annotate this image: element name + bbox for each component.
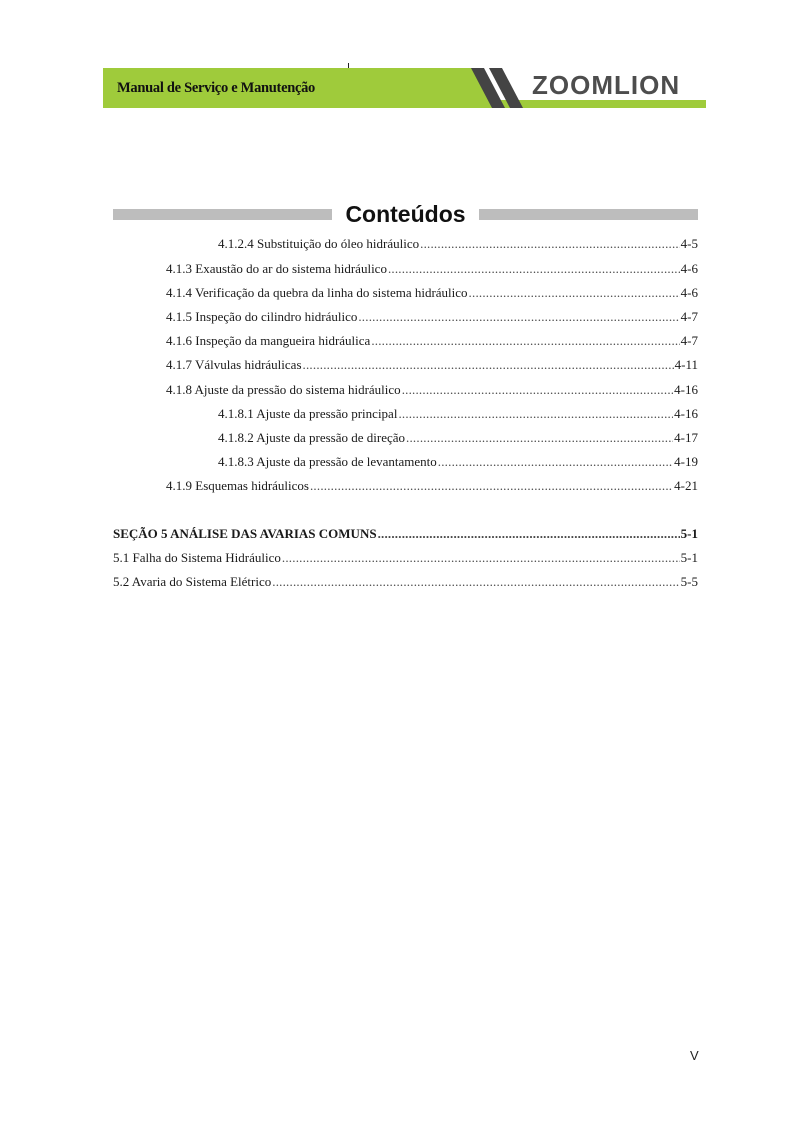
toc-entry-text: 5.2 Avaria do Sistema Elétrico bbox=[113, 574, 272, 589]
toc-entry-text: 4.1.5 Inspeção do cilindro hidráulico bbox=[166, 309, 358, 324]
toc-entry-page: 4-6 bbox=[680, 285, 698, 300]
dot-leader bbox=[310, 478, 673, 494]
toc-entry-text: 4.1.2.4 Substituição do óleo hidráulico bbox=[218, 236, 420, 251]
toc-entry-page: 5-1 bbox=[680, 550, 698, 565]
toc-heading bbox=[113, 200, 698, 228]
toc-entry-page: 4-16 bbox=[674, 406, 698, 421]
toc-entry[interactable] bbox=[218, 406, 698, 422]
toc-entry-text: 4.1.6 Inspeção da mangueira hidráulica bbox=[166, 333, 371, 348]
toc-entry-text: 4.1.8.2 Ajuste da pressão de direção bbox=[218, 430, 406, 445]
toc-entry-text: 4.1.3 Exaustão do ar do sistema hidráulico bbox=[166, 261, 387, 276]
toc-entry[interactable] bbox=[166, 478, 698, 494]
dot-leader bbox=[282, 550, 680, 566]
toc-entry-text: 4.1.8.1 Ajuste da pressão principal bbox=[218, 406, 398, 421]
toc-entry[interactable] bbox=[218, 430, 698, 446]
toc-entry-text: 4.1.9 Esquemas hidráulicos bbox=[166, 478, 309, 493]
dot-leader bbox=[469, 285, 680, 301]
dot-leader bbox=[388, 261, 680, 277]
dot-leader bbox=[358, 309, 679, 325]
brand-logo: ZOOMLION bbox=[532, 70, 681, 100]
toc-entry[interactable] bbox=[166, 357, 698, 373]
toc-entry-page: 4-7 bbox=[680, 333, 698, 348]
toc-entry[interactable] bbox=[113, 550, 698, 566]
toc-entry-page: 4-5 bbox=[680, 236, 698, 251]
toc-entry-page: 4-7 bbox=[680, 309, 698, 324]
heading-rule-left bbox=[113, 209, 332, 220]
dot-leader bbox=[420, 236, 680, 252]
toc-entry-text: SEÇÃO 5 ANÁLISE DAS AVARIAS COMUNS bbox=[113, 526, 377, 541]
dot-leader bbox=[438, 454, 673, 470]
dot-leader bbox=[402, 382, 673, 398]
dot-leader bbox=[406, 430, 673, 446]
toc-entry[interactable] bbox=[166, 285, 698, 301]
page-header bbox=[103, 68, 706, 108]
toc-entry-text: 5.1 Falha do Sistema Hidráulico bbox=[113, 550, 281, 565]
toc-entry-text: 4.1.8 Ajuste da pressão do sistema hidráulico bbox=[166, 382, 401, 397]
toc-entry-page: 5-1 bbox=[680, 526, 698, 541]
toc-entry-text: 4.1.8.3 Ajuste da pressão de levantamento bbox=[218, 454, 437, 469]
toc-entry-text: 4.1.7 Válvulas hidráulicas bbox=[166, 357, 302, 372]
toc-entry-page: 4-19 bbox=[674, 454, 698, 469]
dot-leader bbox=[371, 333, 679, 349]
heading-rule-right bbox=[479, 209, 698, 220]
toc-entry[interactable] bbox=[166, 261, 698, 277]
toc-entry-text: 4.1.4 Verificação da quebra da linha do sistema hidráulico bbox=[166, 285, 468, 300]
toc-entry[interactable] bbox=[218, 236, 698, 252]
toc-entry[interactable] bbox=[166, 382, 698, 398]
toc-entry-page: 4-16 bbox=[674, 382, 698, 397]
dot-leader bbox=[303, 357, 674, 373]
manual-title: Manual de Serviço e Manutenção bbox=[117, 80, 316, 96]
toc-entry-page: 4-6 bbox=[680, 261, 698, 276]
dot-leader bbox=[378, 526, 680, 542]
toc-entry[interactable] bbox=[166, 309, 698, 325]
toc-title: Conteúdos bbox=[345, 201, 466, 227]
toc-entry-page: 4-11 bbox=[674, 357, 698, 372]
page-number: V bbox=[690, 1048, 699, 1063]
toc-entry[interactable] bbox=[113, 574, 698, 590]
toc-entry-page: 5-5 bbox=[680, 574, 698, 589]
toc-entry-page: 4-17 bbox=[674, 430, 698, 445]
toc-entry[interactable] bbox=[218, 454, 698, 470]
toc-entry-page: 4-21 bbox=[674, 478, 698, 493]
dot-leader bbox=[272, 574, 679, 590]
toc-section-entry[interactable] bbox=[113, 526, 698, 542]
dot-leader bbox=[398, 406, 673, 422]
toc-entry[interactable] bbox=[166, 333, 698, 349]
